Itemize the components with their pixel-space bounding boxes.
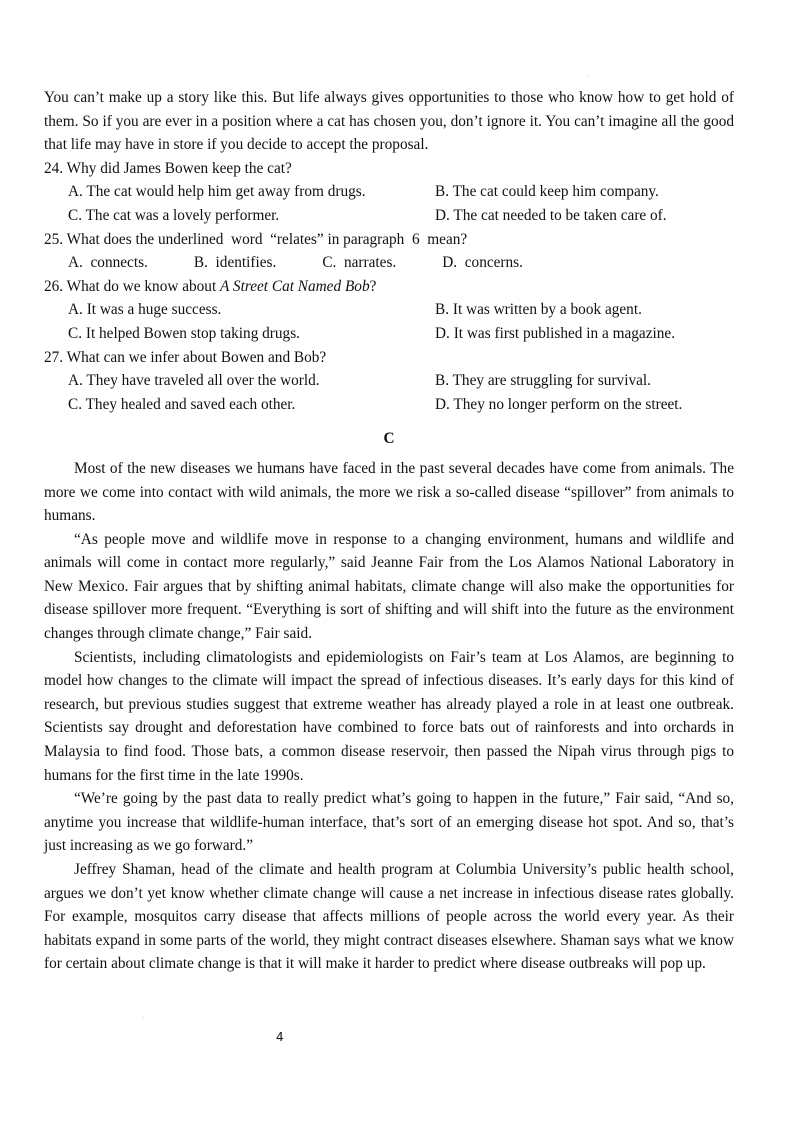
question-24-options-row-1 — [44, 180, 734, 204]
option-26-b: B. It was written by a book agent. — [435, 301, 642, 319]
option-26-c: C. It helped Bowen stop taking drugs. — [68, 324, 300, 342]
question-24-stem: 24. Why did James Bowen keep the cat? — [44, 159, 292, 177]
option-25-b: B. identifies. — [193, 254, 277, 272]
option-26-a: A. It was a huge success. — [68, 301, 222, 319]
passage-paragraph-5: Jeffrey Shaman, head of the climate and health program at Columbia University’s public health school, argues we don’t yet know whether climate change will cause a net increase in infectious disease rates globally. For example, mosquitos carry disease that affects millions of people across the world every year. As their habitats expand in some parts of the world, they might contract diseases elsewhere. Shaman says what we know for certain about climate change is that it will make it harder to predict where disease outbreaks will pop up. — [44, 861, 734, 973]
passage-paragraph-3: Scientists, including climatologists and epidemiologists on Fair’s team at Los Alamos, are beginning to model how changes to the climate will impact the spread of infectious diseases. It’s early days for this kind of research, but previous studies suggest that extreme weather has already played a role in at least one outbreak. Scientists say drought and deforestation have combined to force bats out of rainforests and into orchards in Malaysia to find food. Those bats, a common disease reservoir, then passed the Nipah virus through pigs to humans for the first time in the late 1990s. — [44, 648, 734, 784]
option-25-c: C. narrates. — [322, 254, 397, 272]
question-25-stem: 25. What does the underlined word “relates” in paragraph 6 mean? — [44, 230, 468, 248]
question-25-options-row — [44, 251, 734, 275]
scan-speck: . — [588, 72, 590, 78]
question-26-stem-start: 26. What do we know about — [44, 277, 221, 295]
scan-speck: . — [143, 1014, 145, 1020]
question-26-stem-end: ? — [369, 277, 377, 295]
passage-paragraph-1: Most of the new diseases we humans have faced in the past several decades have come from animals. The more we come into contact with wild animals, the more we risk a so-called disease “spillover” from animals to humans. — [44, 459, 734, 525]
option-27-c: C. They healed and saved each other. — [68, 395, 296, 413]
question-27-stem: 27. What can we infer about Bowen and Bob? — [44, 348, 327, 366]
question-24-options-row-2 — [44, 204, 734, 228]
question-27-options-row-1 — [44, 369, 734, 393]
book-title: A Street Cat Named Bob — [220, 277, 370, 295]
option-27-b: B. They are struggling for survival. — [435, 372, 651, 390]
question-26-stem — [44, 275, 734, 299]
option-24-c: C. The cat was a lovely performer. — [68, 206, 280, 224]
page-content — [44, 86, 734, 976]
intro-paragraph: You can’t make up a story like this. But life always gives opportunities to those who know how to get hold of them. So if you are ever in a position where a cat has chosen you, don’t ignore it. You can’t imagine all the good that life may have in store if you decide to accept the proposal. — [44, 89, 734, 154]
option-25-a: A. connects. — [68, 254, 148, 272]
option-27-a: A. They have traveled all over the world. — [68, 372, 320, 390]
section-heading: C — [383, 430, 395, 448]
question-27-options-row-2 — [44, 393, 734, 417]
passage-paragraph-4: “We’re going by the past data to really predict what’s going to happen in the future,” Fair said, “And so, anytime you increase that wildlife-human interface, that’s sort of an emerging disease hot spot. And so, that’s just increasing as we go forward.” — [44, 790, 734, 855]
question-26-options-row-2 — [44, 322, 734, 346]
option-26-d: D. It was first published in a magazine. — [435, 324, 676, 342]
passage-paragraph-2: “As people move and wildlife move in response to a changing environment, humans and wildlife and animals will come in contact more regularly,” said Jeanne Fair from the Los Alamos National Laboratory in New Mexico. Fair argues that by shifting animal habitats, climate change will also make the opportunities for disease spillover more frequent. “Everything is sort of shifting and will shift into the future as the environment changes through climate change,” Fair said. — [44, 530, 734, 643]
option-24-b: B. The cat could keep him company. — [435, 183, 659, 201]
option-24-a: A. The cat would help him get away from drugs. — [68, 183, 366, 201]
option-24-d: D. The cat needed to be taken care of. — [435, 206, 667, 224]
option-27-d: D. They no longer perform on the street. — [435, 395, 683, 413]
question-26-options-row-1 — [44, 298, 734, 322]
option-25-d: D. concerns. — [442, 254, 523, 272]
page-number: 4 — [276, 1030, 284, 1044]
